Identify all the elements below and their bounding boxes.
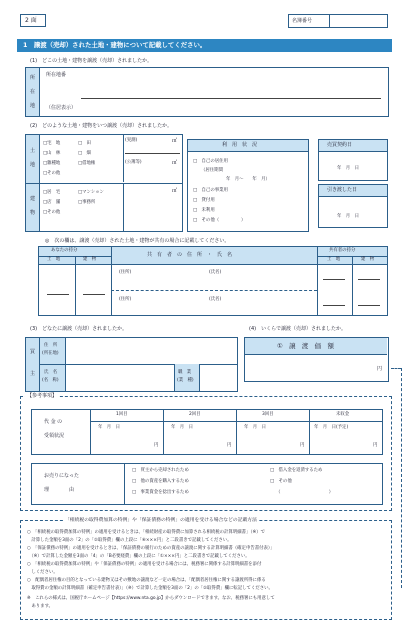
usage-residence-period: （居住期間 xyxy=(201,168,223,173)
usage-own-residence[interactable]: □ 自己の居住用 xyxy=(193,159,228,164)
payment-col-1: 1回目 xyxy=(116,412,128,417)
sale-price-box xyxy=(244,337,389,382)
reason-other[interactable]: □ その他 xyxy=(270,479,292,484)
notes-line-3: ○ 「保証債務の特例」の適用を受けるときは、「保証債務の履行のための資産の譲渡に関する計算明細書（確定申告書付表）」 xyxy=(27,546,275,551)
reason-other-detail[interactable]: （ ） xyxy=(276,490,334,495)
payment-yen-2: 円 xyxy=(227,443,232,448)
buyer-box xyxy=(25,337,238,392)
notes-section xyxy=(20,520,392,620)
side-connector xyxy=(401,368,402,588)
buyer-side-1: 買 xyxy=(30,349,36,355)
sale-price-yen: 円 xyxy=(377,366,383,372)
coowner-share-land: 土 地 xyxy=(327,257,341,262)
land-area-actual-line[interactable] xyxy=(125,153,180,154)
q1-address-box xyxy=(25,67,389,117)
notes-line-4: （※）で計算した金額を3面の「4」の「B必要経費」欄の上段に「①×××円」と二段書きで記載してください。 xyxy=(27,554,250,559)
notes-line-1: ○ 「相続税の取得費加算の特例」の適用を受けるときは、「相続財産の取得費に加算される相続税の計算明細書」（※）で xyxy=(27,530,266,535)
coowner-share-building: 建 物 xyxy=(361,257,375,262)
handover-date-header: 引き渡した日 xyxy=(327,187,358,193)
usage-other[interactable]: □ その他（ ） xyxy=(193,218,246,223)
notes-line-5: ○ 「相続税の取得費加算の特例」や「保証債務の特例」の適用を受ける場合には、税務署に関係する計算明細書を添付 xyxy=(27,562,262,567)
reason-business-funds[interactable]: □ 事業資金を捻出するため xyxy=(132,490,189,495)
payment-date-2[interactable]: 年 月 日 xyxy=(171,425,193,430)
building-option-mansion[interactable]: □マンション xyxy=(78,190,104,195)
land-area-registered-label: (公簿等) xyxy=(125,160,142,165)
meibo-label: 名簿番号 xyxy=(292,18,313,24)
land-area-actual-label: (実測) xyxy=(125,138,138,143)
payment-date-3[interactable]: 年 月 日 xyxy=(244,425,266,430)
coowner-header: 共 有 者 の 住 所 ・ 氏 名 xyxy=(147,252,233,258)
usage-header: 利 用 状 況 xyxy=(222,142,258,148)
coowner-table xyxy=(38,246,388,316)
land-option-leasehold[interactable]: □借地権 xyxy=(78,161,96,166)
payment-label-2: 受領状況 xyxy=(44,433,65,439)
coowner1-address[interactable]: (住所) xyxy=(119,270,132,275)
reason-label-1: お売りになった xyxy=(44,473,80,479)
buyer-job-sub: (業 種) xyxy=(177,378,194,383)
q4-question: (4) いくらで譲渡（売却）されましたか。 xyxy=(249,326,347,332)
coowner-share-header: 共有者の持分 xyxy=(329,248,356,253)
meibo-box xyxy=(288,14,388,28)
coowner2-name[interactable]: (氏名) xyxy=(209,297,222,302)
notes-line-9: ※ これらの様式は、国税庁ホームページ【https://www.nta.go.jp】からダウンロードできます。なお、税務署にも用意して xyxy=(27,596,275,601)
payment-yen-3: 円 xyxy=(300,443,305,448)
payment-col-3: 3回目 xyxy=(262,412,274,417)
section-title-bar xyxy=(17,39,392,52)
land-side-2: 地 xyxy=(30,162,36,168)
your-share-header: あなたの持分 xyxy=(51,248,78,253)
buyer-job-label: 職 業 xyxy=(178,370,192,375)
usage-residence-dates: 年 月～ 年 月） xyxy=(226,177,270,182)
side-connector-top xyxy=(391,368,401,369)
payment-table xyxy=(31,409,383,455)
land-option-field[interactable]: □ 畑 xyxy=(78,151,91,156)
land-side-1: 土 xyxy=(30,148,36,154)
notes-line-7: ○ 配偶者居住権の目的となっている建物又はその敷地の譲渡など一定の場合は、「配偶者居住権に関する譲渡所得に係る xyxy=(27,578,266,583)
q1-question: (1) どこの土地・建物を譲渡（売却）されましたか。 xyxy=(30,58,153,64)
contract-date-box xyxy=(318,139,388,181)
contract-date-value[interactable]: 年 月 日 xyxy=(337,166,359,171)
q1-side-1: 所 xyxy=(30,75,36,81)
reason-label-2: 理 由 xyxy=(44,487,75,493)
building-option-house[interactable]: □居 宅 xyxy=(43,190,61,195)
section-title: 1 譲渡（売却）された土地・建物について記載してください。 xyxy=(23,41,207,49)
chiban-label: 所在地番 xyxy=(46,72,67,78)
payment-col-2: 2回目 xyxy=(189,412,201,417)
notes-line-10: あります。 xyxy=(27,604,53,609)
building-option-other[interactable]: □その他 xyxy=(43,210,61,215)
building-option-office[interactable]: □事務所 xyxy=(78,200,96,205)
land-option-residential[interactable]: □宅 地 xyxy=(43,141,61,146)
sale-price-label: ① 譲 渡 価 額 xyxy=(277,342,334,350)
land-option-misc[interactable]: □雑種地 xyxy=(43,161,61,166)
reason-repay-debt[interactable]: □ 借入金を返済するため xyxy=(270,468,323,473)
buyer-name-sub: (名 称) xyxy=(42,378,59,383)
building-option-shop[interactable]: □店 舗 xyxy=(43,200,61,205)
payment-date-1[interactable]: 年 月 日 xyxy=(98,425,120,430)
contract-date-header: 売買契約日 xyxy=(327,142,353,148)
notes-line-6: しください。 xyxy=(27,570,58,575)
usage-box xyxy=(187,139,309,232)
reason-buyer-request[interactable]: □ 買主から売却されたため xyxy=(132,468,189,473)
notes-line-2: 計算した金額を3面の「2」の「②取得費」欄の上段に「⑥×××円」と二段書きで記載してください。 xyxy=(27,538,232,543)
notes-line-8: 取得費の金額の計算明細書（確定申告書付表）」（※）で計算した金額を3面の「2」の「②取得費」欄に転記してください。 xyxy=(27,586,273,591)
building-area-unit: ㎡ xyxy=(172,188,178,194)
page-label: 2 面 xyxy=(20,14,46,27)
buyer-side-2: 主 xyxy=(30,371,36,377)
coowner-note: ◎ 次の欄は、譲渡（売却）された土地・建物が共有の場合に記載してください。 xyxy=(45,238,230,244)
property-type-box xyxy=(25,134,183,232)
building-side-1: 建 xyxy=(30,196,36,202)
payment-yen-4: 円 xyxy=(373,443,378,448)
q2-question: (2) どのような土地・建物をいつ譲渡（売却）されましたか。 xyxy=(30,123,173,129)
handover-date-value[interactable]: 年 月 日 xyxy=(337,214,359,219)
buyer-address-label: 住 所 xyxy=(44,343,58,348)
payment-col-4: 未収金 xyxy=(336,412,350,417)
q1-side-2: 在 xyxy=(30,89,36,95)
chiban-line[interactable] xyxy=(81,98,381,99)
payment-date-4[interactable]: 年 月 日(予定) xyxy=(314,425,349,430)
payment-label-1: 代 金 の xyxy=(44,419,63,425)
land-option-forest[interactable]: □山 林 xyxy=(43,151,61,156)
land-option-other[interactable]: □その他 xyxy=(43,171,61,176)
reason-table xyxy=(31,463,383,505)
usage-unused[interactable]: □ 未利用 xyxy=(193,208,215,213)
building-side-2: 物 xyxy=(30,210,36,216)
usage-own-business[interactable]: □ 自己の事業用 xyxy=(193,188,228,193)
your-share-building: 建 物 xyxy=(83,257,97,262)
land-area-actual-unit: ㎡ xyxy=(172,138,178,144)
payment-yen-1: 円 xyxy=(154,443,159,448)
q1-side-3: 地 xyxy=(30,103,36,109)
notes-title: 「相続税の取得費加算の特例」や「保証債務の特例」の適用を受ける場合などの記載方法 xyxy=(65,518,257,523)
usage-rental[interactable]: □ 貸付用 xyxy=(193,198,215,203)
coowner1-name[interactable]: (氏名) xyxy=(209,270,222,275)
reference-section xyxy=(20,393,392,511)
reference-title: 【参考事項】 xyxy=(27,393,58,399)
q3-question: (3) どなたに譲渡（売却）されましたか。 xyxy=(30,326,128,332)
land-area-registered-unit: ㎡ xyxy=(172,160,178,166)
your-share-land: 土 地 xyxy=(47,257,61,262)
coowner2-address[interactable]: (住所) xyxy=(119,297,132,302)
buyer-address-sub: (所在地) xyxy=(42,351,59,356)
jukyo-label: （住居表示） xyxy=(46,105,77,111)
reason-purchase-other[interactable]: □ 他の資産を購入するため xyxy=(132,479,189,484)
buyer-name-label: 氏 名 xyxy=(44,370,58,375)
handover-date-box xyxy=(318,184,388,228)
land-option-paddy[interactable]: □ 田 xyxy=(78,141,91,146)
